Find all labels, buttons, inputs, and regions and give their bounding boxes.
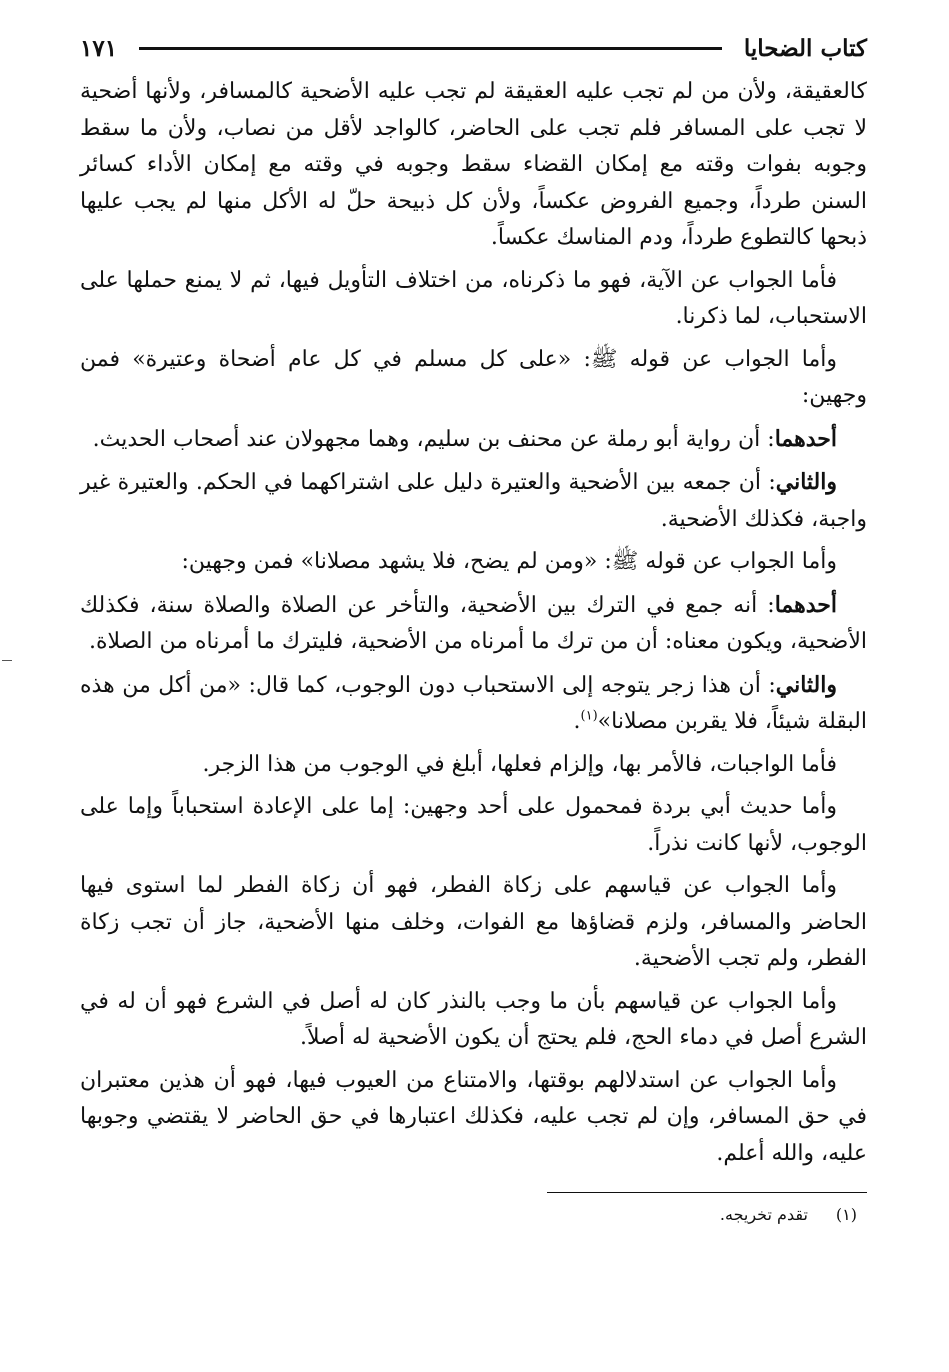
paragraph-text: : أن جمعه بين الأضحية والعتيرة دليل على اشتراكهما في الحكم. والعتيرة غير واجبة، فكذلك الأضحية.: [80, 470, 867, 532]
paragraph-lead: أحدهما: [774, 591, 837, 618]
footnote: [80, 1205, 867, 1224]
paragraph-text: وأما الجواب عن قياسهم على زكاة الفطر، فهو أن زكاة الفطر لما استوى فيها الحاضر والمسافر، ولزم قضاؤها مع الفوات، وخلف منها الأضحية، جاز أن تجب زكاة الفطر، ولم تجب الأضحية.: [80, 873, 867, 971]
paragraph: [80, 747, 867, 784]
paragraph: [80, 1063, 867, 1173]
paragraph-text: : أنه جمع في الترك بين الأضحية، والتأخر عن الصلاة والصلاة سنة، فكذلك الأضحية، ويكون معناه: أن من ترك ما أمرناه من الأضحية، فليترك ما أمرناه من الصلاة.: [80, 592, 867, 654]
paragraph: [80, 263, 867, 336]
paragraph-lead: والثاني: [775, 469, 837, 495]
paragraph-text: وأما الجواب عن قوله ﷺ: «على كل مسلم في كل عام أضحاة وعتيرة» فمن وجهين:: [80, 346, 867, 408]
paragraph: [80, 984, 867, 1057]
scan-edge-mark: [2, 660, 12, 661]
paragraph: [80, 667, 867, 741]
paragraph-text: : أن رواية أبو رملة عن محنف بن سليم، وهما مجهولان عند أصحاب الحديث.: [92, 426, 775, 452]
page-body: [80, 74, 867, 1172]
paragraph-tail: .: [573, 709, 581, 734]
paragraph-text: فأما الجواب عن الآية، فهو ما ذكرناه، من اختلاف التأويل فيها، ثم لا يمنع حملها على الاستحباب، لما ذكرنا.: [80, 267, 867, 329]
paragraph: [80, 464, 867, 538]
book-page: [80, 28, 867, 1224]
paragraph-text: : أن هذا زجر يتوجه إلى الاستحباب دون الوجوب، كما قال: «من أكل من هذه البقلة شيئاً، فلا يقربن مصلانا»: [80, 672, 867, 734]
paragraph: [80, 544, 867, 581]
footnote-number: (١): [835, 1205, 857, 1224]
paragraph-lead: أحدهما: [774, 425, 837, 452]
paragraph-text: وأما الجواب عن استدلالهم بوقتها، والامتناع من العيوب فيها، فهو أن هذين معتبران في حق المسافر، وإن لم تجب عليه، فكذلك اعتبارها في حق الحاضر لا يقتضي وجوبها عليه، والله أعلم.: [80, 1067, 867, 1166]
running-header: [80, 28, 867, 68]
footnote-text: تقدم تخريجه.: [719, 1205, 808, 1224]
paragraph: [80, 421, 867, 459]
paragraph-text: وأما حديث أبي بردة فمحمول على أحد وجهين: إما على الإعادة استحباباً وإما على الوجوب، لأنها كانت نذراً.: [80, 794, 867, 856]
paragraph-text: فأما الواجبات، فالأمر بها، وإلزام فعلها، أبلغ في الوجوب من هذا الزجر.: [202, 751, 837, 777]
paragraph-lead: والثاني: [775, 671, 837, 698]
header-rule: [139, 47, 722, 50]
chapter-title: كتاب الضحايا: [743, 34, 867, 62]
paragraph: [80, 587, 867, 661]
paragraph-text: وأما الجواب عن قوله ﷺ: «ومن لم يضح، فلا يشهد مصلانا» فمن وجهين:: [181, 549, 837, 574]
footnote-rule: [547, 1192, 867, 1193]
footnote-ref: (١): [580, 708, 598, 724]
paragraph-text: وأما الجواب عن قياسهم بأن ما وجب بالنذر كان له أصل في الشرع فهو أن له في الشرع أصل في دماء الحج، فلم يحتج أن يكون الأضحية له أصلاً.: [80, 988, 867, 1050]
paragraph-text: كالعقيقة، ولأن من لم تجب عليه العقيقة لم تجب عليه الأضحية كالمسافر، ولأنها أضحية لا تجب على المسافر فلم تجب على الحاضر، كالواجد لأقل من نصاب، ولأن ما سقط وجوبه بفوات وقته مع إمكان القضاء سقط وجوبه في وقته مع إمكان الأداء كسائر السنن طرداً، وجميع الفروض عكساً، ولأن كل ذبيحة حلّ له الأكل منها لم يجب عليها ذبحها كالتطوع طرداً، ودم المناسك عكساً.: [80, 79, 867, 250]
paragraph: [80, 342, 867, 415]
page-number: ١٧١: [80, 34, 118, 62]
paragraph: [80, 789, 867, 862]
paragraph: [80, 868, 867, 978]
paragraph: [80, 74, 867, 257]
